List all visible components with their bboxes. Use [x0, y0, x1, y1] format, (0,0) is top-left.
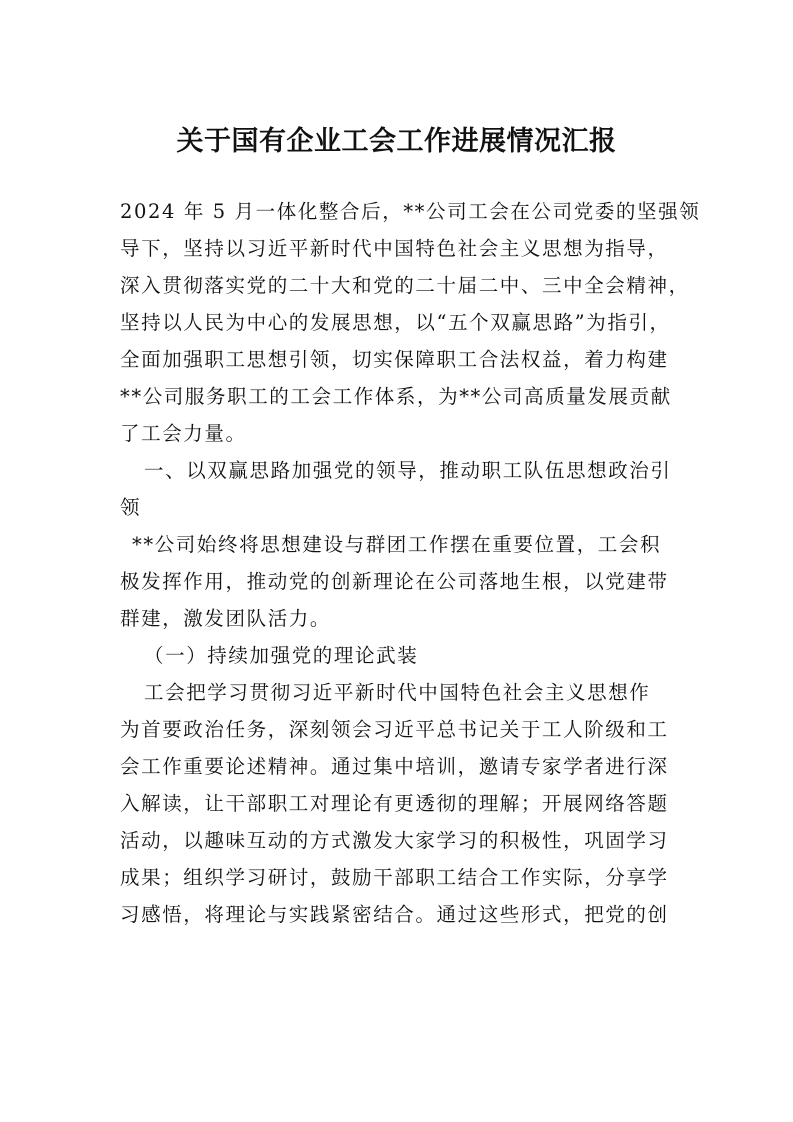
body-line: 成果；组织学习研讨，鼓励干部职工结合工作实际，分享学	[120, 866, 669, 889]
body-line: 极发挥作用，推动党的创新理论在公司落地生根，以党建带	[120, 570, 669, 593]
body-line: 了工会力量。	[120, 422, 247, 445]
body-line: 习感悟，将理论与实践紧密结合。通过这些形式，把党的创	[120, 903, 669, 926]
body-line: 为首要政治任务，深刻领会习近平总书记关于工人阶级和工	[120, 718, 669, 741]
body-line: 会工作重要论述精神。通过集中培训，邀请专家学者进行深	[120, 755, 669, 778]
body-line: 入解读，让干部职工对理论有更透彻的理解；开展网络答题	[120, 792, 669, 815]
document-title: 关于国有企业工会工作进展情况汇报	[176, 126, 617, 157]
subsection-heading: （一）持续加强党的理论武装	[144, 644, 419, 667]
section-heading: 领	[120, 496, 142, 519]
body-line: 坚持以人民为中心的发展思想，以“五个双赢思路”为指引，	[120, 311, 671, 334]
body-line: 2024 年 5 月一体化整合后，**公司工会在公司党委的坚强领	[120, 200, 701, 223]
body-line: 全面加强职工思想引领，切实保障职工合法权益，着力构建	[120, 348, 669, 371]
body-line: **公司始终将思想建设与群团工作摆在重要位置，工会积	[132, 533, 662, 556]
body-line: 深入贯彻落实党的二十大和党的二十届二中、三中全会精神，	[120, 274, 690, 297]
body-line: 工会把学习贯彻习近平新时代中国特色社会主义思想作	[144, 681, 651, 704]
body-line: 群建，激发团队活力。	[120, 607, 332, 630]
body-line: 活动，以趣味互动的方式激发大家学习的积极性，巩固学习	[120, 829, 669, 852]
section-heading: 一、以双赢思路加强党的领导，推动职工队伍思想政治引	[144, 459, 672, 482]
body-line: **公司服务职工的工会工作体系，为**公司高质量发展贡献	[120, 385, 672, 408]
body-line: 导下，坚持以习近平新时代中国特色社会主义思想为指导，	[120, 237, 669, 260]
